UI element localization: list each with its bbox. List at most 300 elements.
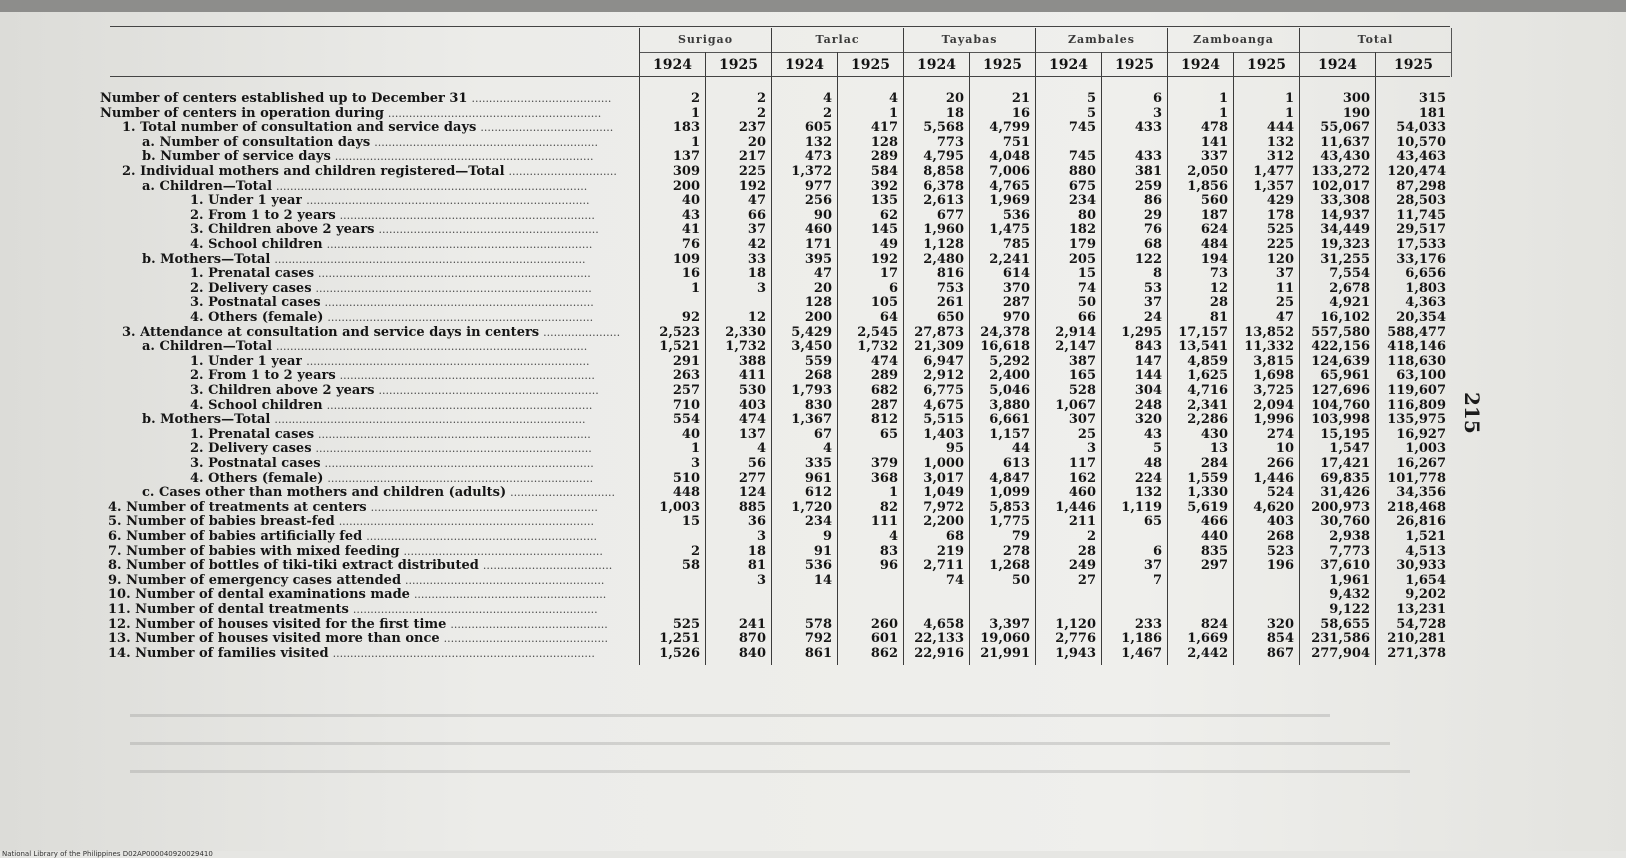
cell-value: 885 xyxy=(738,499,766,515)
province-header: Total xyxy=(1300,28,1452,52)
cell-value: 13,852 xyxy=(1244,324,1294,340)
cell-value: 241 xyxy=(738,616,766,632)
leader-dots: ................................................................ xyxy=(374,135,599,149)
cell-value: 5,515 xyxy=(923,412,964,428)
cell-value: 179 xyxy=(1068,237,1096,252)
bleed-through-text xyxy=(130,742,1390,745)
cell-value: 5,046 xyxy=(989,383,1030,398)
cell-value: 171 xyxy=(804,237,832,252)
cell-value: 58,655 xyxy=(1320,616,1370,632)
cell-value: 18 xyxy=(747,266,766,282)
cell-value: 26,816 xyxy=(1396,514,1446,530)
cell-value: 1 xyxy=(1284,105,1294,121)
cell-value: 109 xyxy=(672,251,700,267)
cell-value: 1 xyxy=(690,441,700,457)
year-header: 1925 xyxy=(1376,52,1452,77)
cell-value: 16,618 xyxy=(980,339,1030,355)
cell-value: 3 xyxy=(1152,105,1162,121)
cell-value: 745 xyxy=(1068,120,1096,136)
cell-value: 2,094 xyxy=(1253,397,1294,413)
cell-value: 1,372 xyxy=(791,164,832,179)
cell-value: 248 xyxy=(1134,397,1162,413)
row-label: 10. Number of dental examinations made xyxy=(108,588,410,603)
year-header: 1925 xyxy=(838,52,904,77)
cell-value: 231,586 xyxy=(1311,631,1370,647)
cell-value: 111 xyxy=(870,514,898,530)
cell-value: 4,859 xyxy=(1187,353,1228,369)
cell-value: 1 xyxy=(690,280,700,296)
row-label: 7. Number of babies with mixed feeding xyxy=(108,544,400,559)
year-header: 1924 xyxy=(1168,52,1234,77)
cell-value: 536 xyxy=(804,558,832,574)
cell-value: 312 xyxy=(1266,149,1294,165)
leader-dots: .......................................................................... xyxy=(334,150,594,164)
cell-value: 1,367 xyxy=(791,412,832,428)
table-row xyxy=(0,295,1446,311)
cell-value: 525 xyxy=(1266,222,1294,238)
cell-value: 289 xyxy=(870,149,898,165)
table-row xyxy=(0,529,1446,544)
cell-value: 1,251 xyxy=(659,631,700,647)
cell-value: 21,991 xyxy=(980,645,1030,661)
cell-value: 124 xyxy=(738,485,766,501)
cell-value: 4,048 xyxy=(989,149,1030,165)
cell-value: 5,853 xyxy=(989,499,1030,515)
cell-value: 5 xyxy=(1086,105,1096,121)
cell-value: 20 xyxy=(747,134,766,150)
cell-value: 120 xyxy=(1266,251,1294,267)
leader-dots: ................................................................. xyxy=(370,500,598,514)
cell-value: 15 xyxy=(1077,266,1096,282)
cell-value: 557,580 xyxy=(1311,324,1370,340)
leader-dots: ........................................................................... xyxy=(332,646,595,660)
cell-value: 1,969 xyxy=(989,193,1030,209)
row-label: 1. Under 1 year xyxy=(190,194,303,209)
cell-value: 9,122 xyxy=(1329,602,1370,617)
cell-value: 9,202 xyxy=(1405,587,1446,603)
year-header: 1924 xyxy=(1036,52,1102,77)
cell-value: 4,799 xyxy=(989,120,1030,136)
table-row xyxy=(0,193,1446,209)
cell-value xyxy=(1102,530,1162,544)
table-row xyxy=(0,105,1446,121)
table-row xyxy=(0,543,1446,559)
leader-dots: ......................................................................... xyxy=(338,515,594,529)
year-header: 1924 xyxy=(772,52,838,77)
cell-value: 64 xyxy=(879,310,898,325)
row-label: a. Children—Total xyxy=(142,340,273,355)
cell-value: 65,961 xyxy=(1320,368,1370,384)
cell-value: 50 xyxy=(1011,572,1030,588)
cell-value: 7,006 xyxy=(989,164,1030,179)
cell-value: 5 xyxy=(1152,441,1162,457)
cell-value: 5,619 xyxy=(1187,499,1228,515)
cell-value: 2,050 xyxy=(1187,164,1228,179)
row-label: 3. Attendance at consultation and service days in centers xyxy=(122,325,540,340)
cell-value: 96 xyxy=(879,558,898,574)
leader-dots: ......................................................................... xyxy=(339,369,595,383)
cell-value: 225 xyxy=(1266,237,1294,252)
cell-value: 13 xyxy=(1209,441,1228,457)
cell-value: 18 xyxy=(747,543,766,559)
cell-value: 417 xyxy=(870,120,898,136)
cell-value: 880 xyxy=(1068,164,1096,179)
cell-value: 14 xyxy=(813,572,832,588)
cell-value: 3 xyxy=(756,529,766,544)
cell-value: 785 xyxy=(1002,237,1030,252)
cell-value: 291 xyxy=(672,353,700,369)
cell-value: 1,732 xyxy=(857,339,898,355)
cell-value: 33,308 xyxy=(1320,193,1370,209)
cell-value xyxy=(640,530,700,544)
cell-value: 433 xyxy=(1134,120,1162,136)
cell-value: 3,725 xyxy=(1253,383,1294,398)
cell-value: 1,559 xyxy=(1187,470,1228,486)
bleed-through-text xyxy=(130,714,1330,717)
leader-dots: ................................................................................. xyxy=(306,194,590,208)
cell-value: 27 xyxy=(1077,572,1096,588)
cell-value: 433 xyxy=(1134,149,1162,165)
cell-value: 411 xyxy=(738,368,766,384)
cell-value xyxy=(706,603,766,617)
cell-value: 200 xyxy=(804,310,832,325)
cell-value: 2 xyxy=(756,91,766,106)
cell-value: 81 xyxy=(747,558,766,574)
cell-value: 40 xyxy=(681,193,700,209)
cell-value: 104,760 xyxy=(1311,397,1370,413)
year-header: 1925 xyxy=(1234,52,1300,77)
cell-value: 309 xyxy=(672,164,700,179)
cell-value xyxy=(640,603,700,617)
cell-value: 37 xyxy=(1275,266,1294,282)
cell-value: 753 xyxy=(936,280,964,296)
cell-value: 31,255 xyxy=(1320,251,1370,267)
cell-value: 1,067 xyxy=(1055,397,1096,413)
year-header: 1925 xyxy=(706,52,772,77)
cell-value: 103,998 xyxy=(1311,412,1370,428)
cell-value xyxy=(904,603,964,617)
cell-value: 118,630 xyxy=(1387,353,1446,369)
leader-dots: .............................................................................. xyxy=(318,267,591,281)
cell-value: 605 xyxy=(804,120,832,136)
leader-dots: ............................................................... xyxy=(378,384,599,397)
row-label: 1. Under 1 year xyxy=(190,354,303,369)
cell-value: 37 xyxy=(1143,295,1162,311)
cell-value: 525 xyxy=(672,616,700,632)
cell-value: 29 xyxy=(1143,207,1162,223)
cell-value: 4 xyxy=(822,441,832,457)
cell-value: 1,803 xyxy=(1405,280,1446,296)
row-label: Number of centers in operation during xyxy=(100,106,384,121)
leader-dots: .............................................................................. xyxy=(318,427,591,441)
cell-value: 448 xyxy=(672,485,700,501)
cell-value: 287 xyxy=(870,397,898,413)
cell-value: 76 xyxy=(681,237,700,252)
document-page xyxy=(0,12,1626,858)
cell-value: 460 xyxy=(804,222,832,238)
cell-value: 1 xyxy=(1218,91,1228,106)
cell-value: 5,292 xyxy=(989,353,1030,369)
cell-value: 677 xyxy=(936,207,964,223)
cell-value: 69,835 xyxy=(1320,470,1370,486)
cell-value: 1,357 xyxy=(1253,178,1294,194)
cell-value: 1,475 xyxy=(989,222,1030,238)
cell-value: 37,610 xyxy=(1320,558,1370,574)
cell-value: 2,286 xyxy=(1187,412,1228,428)
cell-value: 190 xyxy=(1342,105,1370,121)
cell-value: 86 xyxy=(1143,193,1162,209)
leader-dots: ......................................................................... xyxy=(339,208,595,222)
cell-value: 63,100 xyxy=(1396,368,1446,384)
cell-value: 10,570 xyxy=(1396,134,1446,150)
cell-value: 824 xyxy=(1200,616,1228,632)
cell-value: 3,017 xyxy=(923,470,964,486)
cell-value: 48 xyxy=(1143,456,1162,471)
cell-value: 22,133 xyxy=(914,631,964,647)
cell-value: 11,637 xyxy=(1320,134,1370,150)
cell-value: 4,921 xyxy=(1329,295,1370,311)
cell-value: 1 xyxy=(888,485,898,501)
cell-value: 56 xyxy=(747,456,766,471)
cell-value: 2,938 xyxy=(1329,529,1370,544)
cell-value: 37 xyxy=(747,222,766,238)
cell-value: 403 xyxy=(738,397,766,413)
cell-value: 289 xyxy=(870,368,898,384)
cell-value: 1 xyxy=(1218,105,1228,121)
cell-value: 162 xyxy=(1068,470,1096,486)
row-label: 4. Number of treatments at centers xyxy=(108,500,367,515)
cell-value: 165 xyxy=(1068,368,1096,384)
cell-value: 2 xyxy=(690,543,700,559)
cell-value: 28 xyxy=(1077,543,1096,559)
cell-value: 320 xyxy=(1266,616,1294,632)
cell-value: 584 xyxy=(870,164,898,179)
leader-dots: ............................................................................ xyxy=(326,238,593,251)
cell-value: 66 xyxy=(1077,310,1096,325)
cell-value: 16,927 xyxy=(1396,426,1446,442)
table-row xyxy=(0,412,1446,428)
cell-value: 4,765 xyxy=(989,178,1030,194)
cell-value: 17,157 xyxy=(1178,324,1228,340)
cell-value: 2,914 xyxy=(1055,324,1096,340)
cell-value xyxy=(970,588,1030,602)
cell-value xyxy=(640,588,700,602)
cell-value: 127,696 xyxy=(1311,383,1370,398)
cell-value: 1,128 xyxy=(923,237,964,252)
cell-value: 444 xyxy=(1266,120,1294,136)
cell-value: 1,446 xyxy=(1253,470,1294,486)
cell-value: 403 xyxy=(1266,514,1294,530)
cell-value: 1,654 xyxy=(1405,572,1446,588)
leader-dots: ............................................. xyxy=(450,617,608,631)
cell-value: 560 xyxy=(1200,193,1228,209)
cell-value: 2,442 xyxy=(1187,645,1228,661)
cell-value: 54,033 xyxy=(1396,120,1446,136)
leader-dots: ............................................................................ xyxy=(327,471,594,485)
table-row xyxy=(0,353,1446,369)
cell-value: 387 xyxy=(1068,353,1096,369)
cell-value: 119,607 xyxy=(1387,383,1446,398)
cell-value: 24,378 xyxy=(980,324,1030,340)
row-label: 1. Prenatal cases xyxy=(190,427,315,442)
cell-value: 4 xyxy=(822,91,832,106)
cell-value xyxy=(838,603,898,617)
cell-value xyxy=(706,588,766,602)
cell-value: 4,716 xyxy=(1187,383,1228,398)
table-row xyxy=(0,91,1446,106)
cell-value: 2,480 xyxy=(923,251,964,267)
table-row xyxy=(0,499,1446,515)
cell-value: 478 xyxy=(1200,120,1228,136)
cell-value: 1,120 xyxy=(1055,616,1096,632)
cell-value: 132 xyxy=(1134,485,1162,501)
cell-value: 55,067 xyxy=(1320,120,1370,136)
cell-value: 4 xyxy=(756,441,766,457)
cell-value: 4,658 xyxy=(923,616,964,632)
row-label: 2. From 1 to 2 years xyxy=(190,369,336,384)
cell-value: 11 xyxy=(1275,280,1294,296)
table-row xyxy=(0,164,1446,179)
row-label: 4. Others (female) xyxy=(190,311,324,325)
leader-dots: ..................................... xyxy=(482,559,613,573)
cell-value: 15 xyxy=(681,514,700,530)
cell-value: 20 xyxy=(945,91,964,106)
cell-value: 268 xyxy=(1266,529,1294,544)
cell-value: 11,745 xyxy=(1396,207,1446,223)
cell-value: 135,975 xyxy=(1387,412,1446,428)
cell-value: 440 xyxy=(1200,529,1228,544)
cell-value: 54,728 xyxy=(1396,616,1446,632)
cell-value: 66 xyxy=(747,207,766,223)
leader-dots: ......................................................... xyxy=(403,544,603,558)
cell-value: 28,503 xyxy=(1396,193,1446,209)
cell-value: 843 xyxy=(1134,339,1162,355)
cell-value: 101,778 xyxy=(1387,470,1446,486)
cell-value: 601 xyxy=(870,631,898,647)
table-row xyxy=(0,645,1446,661)
cell-value: 137 xyxy=(672,149,700,165)
cell-value: 210,281 xyxy=(1387,631,1446,647)
cell-value: 14,937 xyxy=(1320,207,1370,223)
cell-value: 1,521 xyxy=(659,339,700,355)
cell-value: 3 xyxy=(1086,441,1096,457)
cell-value: 15,195 xyxy=(1320,426,1370,442)
cell-value: 12 xyxy=(747,310,766,325)
cell-value: 4,795 xyxy=(923,149,964,165)
cell-value: 7,773 xyxy=(1329,543,1370,559)
cell-value: 19,060 xyxy=(980,631,1030,647)
cell-value: 300 xyxy=(1342,91,1370,106)
page-number: 215 xyxy=(1460,392,1484,434)
cell-value: 13,231 xyxy=(1396,602,1446,617)
row-label: 2. Individual mothers and children registered—Total xyxy=(122,165,505,179)
row-label: 8. Number of bottles of tiki-tiki extract distributed xyxy=(108,559,479,574)
leader-dots: .................................................................. xyxy=(366,530,598,543)
row-label: 2. From 1 to 2 years xyxy=(190,208,336,223)
cell-value: 13,541 xyxy=(1178,339,1228,355)
cell-value: 124,639 xyxy=(1311,353,1370,369)
cell-value: 47 xyxy=(747,193,766,209)
cell-value: 1 xyxy=(690,105,700,121)
leader-dots: ......................................................................................... xyxy=(276,340,588,354)
cell-value: 12 xyxy=(1209,280,1228,296)
cell-value: 304 xyxy=(1134,383,1162,398)
row-label: a. Number of consultation days xyxy=(142,135,371,150)
cell-value: 73 xyxy=(1209,266,1228,282)
table-row xyxy=(0,149,1446,165)
cell-value: 1,943 xyxy=(1055,645,1096,661)
cell-value: 182 xyxy=(1068,222,1096,238)
cell-value: 2,200 xyxy=(923,514,964,530)
table-row xyxy=(0,368,1446,384)
leader-dots: ............................... xyxy=(508,165,617,178)
cell-value xyxy=(1102,603,1162,617)
cell-value: 510 xyxy=(672,470,700,486)
cell-value: 650 xyxy=(936,310,964,325)
cell-value: 183 xyxy=(672,120,700,136)
cell-value: 368 xyxy=(870,470,898,486)
cell-value: 259 xyxy=(1134,178,1162,194)
cell-value xyxy=(970,603,1030,617)
cell-value: 25 xyxy=(1077,426,1096,442)
cell-value: 830 xyxy=(804,397,832,413)
cell-value: 2,711 xyxy=(923,558,964,574)
cell-value: 2,912 xyxy=(923,368,964,384)
cell-value: 2 xyxy=(690,91,700,106)
cell-value: 466 xyxy=(1200,514,1228,530)
cell-value: 297 xyxy=(1200,558,1228,574)
cell-value: 2,523 xyxy=(659,324,700,340)
row-label: 1. Prenatal cases xyxy=(190,267,315,282)
cell-value: 588,477 xyxy=(1387,324,1446,340)
cell-value: 6,775 xyxy=(923,383,964,398)
cell-value: 773 xyxy=(936,134,964,150)
cell-value: 559 xyxy=(804,353,832,369)
cell-value xyxy=(838,588,898,602)
cell-value: 192 xyxy=(738,178,766,194)
cell-value: 1,960 xyxy=(923,222,964,238)
cell-value: 861 xyxy=(804,645,832,661)
leader-dots: ............................................................................... xyxy=(315,281,592,295)
table-row xyxy=(0,178,1446,194)
cell-value: 961 xyxy=(804,470,832,486)
table-row xyxy=(0,397,1446,413)
cell-value: 745 xyxy=(1068,149,1096,165)
cell-value: 3,815 xyxy=(1253,353,1294,369)
cell-value: 3 xyxy=(756,280,766,296)
cell-value: 90 xyxy=(813,207,832,223)
table-row xyxy=(0,602,1446,617)
cell-value: 18 xyxy=(945,105,964,121)
cell-value: 381 xyxy=(1134,164,1162,179)
leader-dots: ......................................................................................... xyxy=(274,252,586,266)
cell-value: 5,568 xyxy=(923,120,964,136)
cell-value: 5,429 xyxy=(791,324,832,340)
cell-value: 816 xyxy=(936,266,964,282)
cell-value: 6,947 xyxy=(923,353,964,369)
cell-value: 6,661 xyxy=(989,412,1030,428)
cell-value: 196 xyxy=(1266,558,1294,574)
cell-value: 42 xyxy=(747,237,766,252)
cell-value: 43,463 xyxy=(1396,149,1446,165)
cell-value: 2,241 xyxy=(989,251,1030,267)
row-label: 13. Number of houses visited more than once xyxy=(108,632,440,647)
cell-value: 840 xyxy=(738,645,766,661)
cell-value xyxy=(640,574,700,588)
table-row xyxy=(0,222,1446,238)
cell-value: 287 xyxy=(1002,295,1030,311)
cell-value: 977 xyxy=(804,178,832,194)
